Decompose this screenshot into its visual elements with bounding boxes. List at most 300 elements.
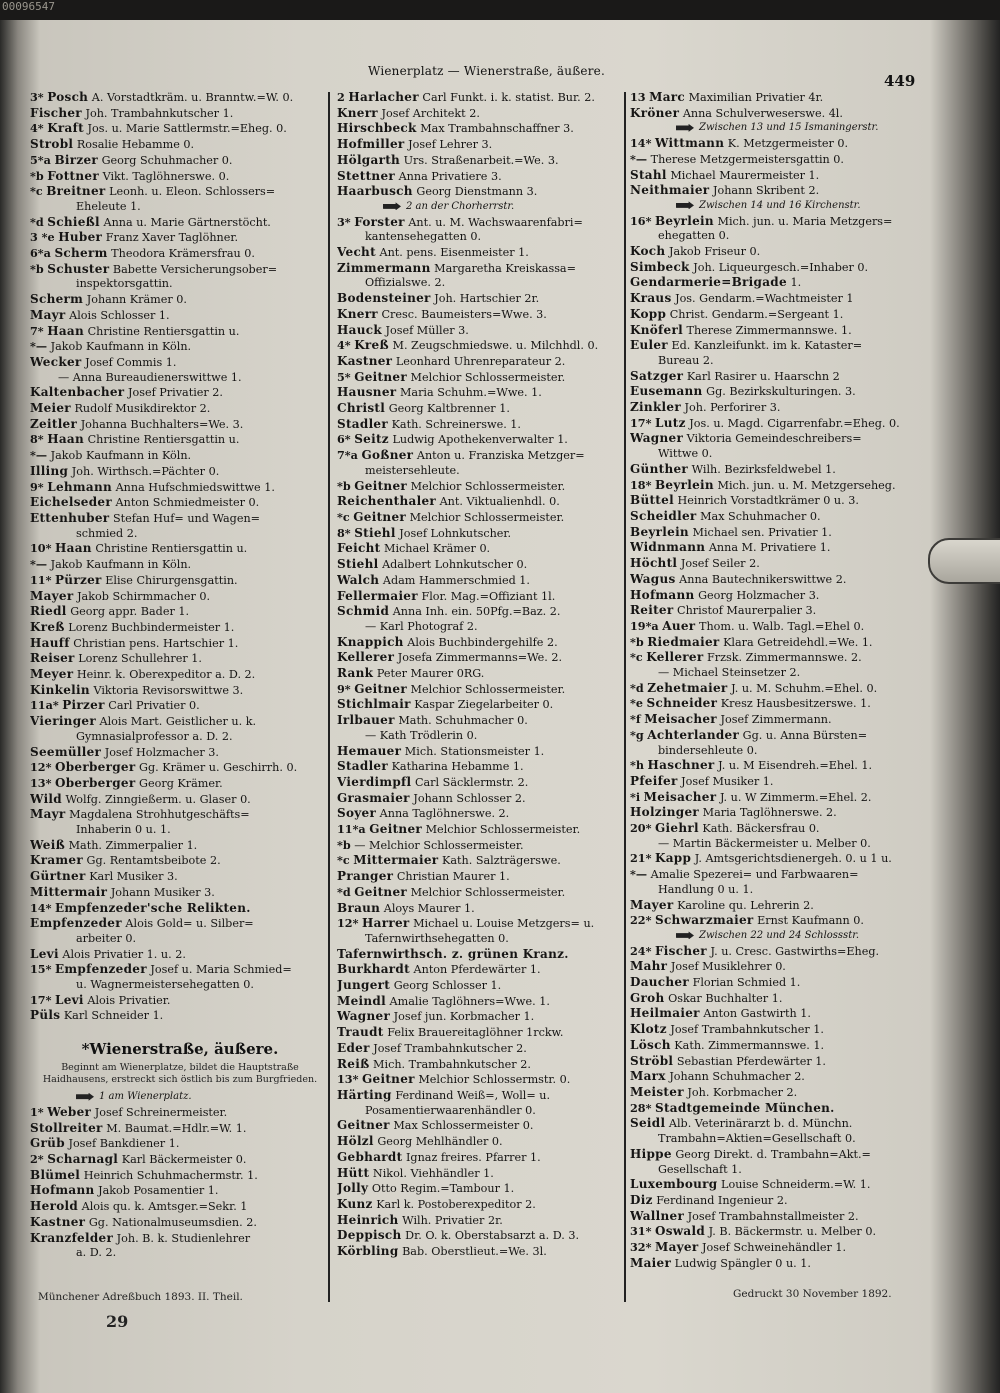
- house-number: 3*: [30, 90, 44, 104]
- house-number: *f: [630, 712, 641, 727]
- directory-entry: [337, 1181, 625, 1197]
- resident-details: Jos. Gendarm.=Wachtmeister 1: [675, 292, 854, 306]
- resident-name: Hirschbeck: [337, 121, 417, 136]
- resident-name: Knerr: [337, 306, 378, 321]
- directory-entry: [630, 1069, 920, 1085]
- directory-entry: [30, 1199, 330, 1215]
- directory-entry: [30, 417, 330, 433]
- resident-details: J. u. W Zimmerm.=Ehel. 2.: [719, 790, 872, 804]
- resident-details: Josef Seiler 2.: [680, 557, 760, 571]
- resident-details: Ludwig Apothekenverwalter 1.: [392, 433, 568, 447]
- directory-entry: [337, 401, 625, 417]
- directory-entry: [337, 729, 625, 744]
- resident-name: Wallner: [630, 1208, 685, 1223]
- resident-name: Meisacher: [644, 712, 717, 727]
- resident-details: Johanna Buchhalters=We. 3.: [80, 417, 244, 431]
- directory-entry: [337, 947, 625, 963]
- resident-name: Auer: [662, 618, 696, 633]
- resident-details: Max Trambahnschaffner 3.: [420, 122, 574, 136]
- resident-name: Reiter: [630, 603, 674, 618]
- directory-entry: [30, 230, 330, 246]
- resident-details: bindersehleute 0.: [658, 743, 758, 757]
- directory-entry: [337, 916, 625, 932]
- resident-name: Wagner: [337, 1009, 391, 1024]
- house-number: 14*: [630, 136, 652, 151]
- directory-entry: [630, 307, 920, 323]
- resident-name: Grüb: [30, 1136, 65, 1151]
- directory-entry: [630, 168, 920, 184]
- resident-details: Anna Bautechnikerswittwe 2.: [679, 572, 847, 586]
- resident-details: Jakob Kaufmann in Köln.: [50, 558, 192, 572]
- resident-details: Kath. Schreinerswe. 1.: [391, 417, 521, 431]
- resident-details: Michael u. Louise Metzgers= u.: [413, 917, 595, 931]
- house-number: 24*: [630, 943, 652, 958]
- resident-details: Cresc. Baumeisters=Wwe. 3.: [381, 307, 547, 321]
- resident-details: Anna Schulverweserswe. 4l.: [682, 106, 843, 120]
- directory-entry: [30, 683, 330, 699]
- resident-name: Tafernwirthsch. z. grünen Kranz.: [337, 946, 569, 961]
- house-number: 13: [630, 90, 646, 104]
- resident-name: Levi: [30, 946, 59, 961]
- resident-name: Widnmann: [630, 540, 706, 555]
- house-number: *c: [337, 853, 350, 868]
- directory-entry: [337, 869, 625, 885]
- directory-entry: [630, 959, 920, 975]
- directory-entry: [30, 339, 330, 355]
- directory-entry: [30, 1121, 330, 1137]
- resident-details: Vikt. Taglöhnerswe. 0.: [102, 169, 230, 183]
- directory-entry: [337, 370, 625, 386]
- resident-name: Haschner: [647, 758, 715, 773]
- resident-name: Knappich: [337, 634, 404, 649]
- resident-name: Schuster: [47, 261, 110, 276]
- directory-entry: [630, 913, 920, 929]
- resident-details: Christine Rentiersgattin u.: [95, 542, 248, 556]
- resident-details: Carl Funkt. i. k. statist. Bur. 2.: [422, 91, 595, 104]
- resident-details: Ernst Kaufmann 0.: [757, 914, 864, 928]
- resident-details: Josef Musiklehrer 0.: [670, 960, 786, 974]
- resident-name: Wittmann: [654, 136, 725, 151]
- resident-name: Grasmaier: [337, 790, 410, 805]
- resident-details: Karoline qu. Lehrerin 2.: [677, 898, 814, 912]
- directory-entry: [337, 713, 625, 729]
- directory-entry: [630, 867, 920, 883]
- page-number: 449: [884, 72, 916, 90]
- resident-name: Scharnagl: [47, 1152, 119, 1166]
- resident-details: Christof Maurerpalier 3.: [677, 604, 817, 618]
- resident-name: Stadler: [337, 759, 388, 774]
- directory-entry: [630, 1193, 920, 1209]
- resident-details: Bureau 2.: [658, 353, 714, 367]
- directory-entry: [337, 510, 625, 526]
- house-number: 31*: [630, 1224, 652, 1239]
- directory-entry: [30, 448, 330, 464]
- section-title: *Wienerstraße, äußere.: [81, 1040, 279, 1059]
- resident-name: Kastner: [30, 1214, 86, 1229]
- resident-details: Johann Skribent 2.: [712, 184, 820, 198]
- resident-details: Jakob Kaufmann in Köln.: [50, 340, 192, 354]
- directory-entry: [630, 214, 920, 230]
- resident-details: Mich. Stationsmeister 1.: [404, 744, 545, 758]
- resident-name: Geitner: [354, 681, 407, 696]
- house-number: 11*: [30, 572, 52, 587]
- resident-name: Scherm: [54, 246, 108, 261]
- directory-entry: [630, 1022, 920, 1038]
- directory-entry: [630, 744, 920, 759]
- resident-details: Josefa Zimmermanns=We. 2.: [397, 651, 563, 665]
- pointing-hand-icon: [76, 1093, 94, 1101]
- location-note: [337, 200, 625, 215]
- resident-details: Alois Gold= u. Silber=: [125, 917, 254, 931]
- directory-entry: [337, 635, 625, 651]
- resident-name: Harlacher: [348, 90, 419, 104]
- resident-name: Mayer: [30, 588, 74, 603]
- resident-details: Karl Schneider 1.: [63, 1009, 164, 1023]
- resident-details: Zwischen 14 und 16 Kirchenstr.: [699, 199, 861, 211]
- resident-details: meistersehleute.: [365, 463, 460, 477]
- resident-name: Kröner: [630, 105, 680, 120]
- directory-entry: [630, 338, 920, 354]
- resident-details: Gymnasialprofessor a. D. 2.: [76, 729, 233, 743]
- resident-name: Bodensteiner: [337, 291, 431, 306]
- directory-entry: [630, 1054, 920, 1070]
- resident-details: Adam Hammerschmied 1.: [382, 573, 530, 587]
- resident-details: Johann Krämer 0.: [86, 293, 187, 307]
- resident-details: — Kath Trödlerin 0.: [365, 728, 478, 742]
- resident-details: Josef Trambahnkutscher 1.: [670, 1023, 824, 1037]
- directory-entry: [30, 947, 330, 963]
- house-number: *h: [630, 758, 644, 773]
- resident-name: Wagus: [630, 571, 676, 586]
- directory-entry: [337, 620, 625, 635]
- resident-details: Ignaz freires. Pfarrer 1.: [406, 1150, 541, 1164]
- resident-name: Riedmaier: [647, 634, 720, 649]
- house-number: 19*a: [630, 618, 659, 633]
- entry-list: [630, 90, 920, 1271]
- resident-details: Alois Privatier.: [87, 993, 171, 1007]
- resident-name: Kellerer: [337, 650, 395, 665]
- house-number: *—: [630, 867, 648, 882]
- directory-entry: [337, 1150, 625, 1166]
- directory-entry: [337, 1118, 625, 1134]
- resident-details: Wolfg. Zinngießerm. u. Glaser 0.: [65, 792, 251, 806]
- resident-name: Kreß: [354, 338, 389, 353]
- resident-name: Hofmann: [630, 587, 695, 602]
- directory-entry: [337, 1213, 625, 1229]
- resident-details: — Martin Bäckermeister u. Melber 0.: [658, 836, 871, 850]
- resident-details: Math. Zimmerpalier 1.: [68, 838, 198, 852]
- resident-name: Kellerer: [646, 650, 704, 665]
- directory-entry: [30, 90, 330, 106]
- resident-name: Stettner: [337, 168, 396, 183]
- resident-name: Walch: [337, 572, 380, 587]
- resident-details: Therese Metzgermeistersgattin 0.: [650, 152, 844, 166]
- directory-entry: [337, 541, 625, 557]
- resident-name: Beyrlein: [654, 213, 714, 228]
- resident-details: Joh. Wirthsch.=Pächter 0.: [71, 464, 220, 478]
- directory-entry: [630, 509, 920, 525]
- resident-name: Vierdimpfl: [337, 774, 412, 789]
- directory-entry: [630, 369, 920, 385]
- house-number: *b: [30, 261, 44, 276]
- directory-entry: [337, 1197, 625, 1213]
- directory-entry: [630, 540, 920, 556]
- directory-entry: [30, 385, 330, 401]
- resident-details: Max Schlossermeister 0.: [393, 1119, 534, 1133]
- directory-entry: [630, 1209, 920, 1225]
- directory-entry: [630, 944, 920, 960]
- directory-entry: [337, 791, 625, 807]
- resident-details: Anna Inh. ein. 50Pfg.=Baz. 2.: [392, 605, 561, 619]
- resident-details: Karl k. Postoberexpeditor 2.: [376, 1197, 536, 1211]
- resident-name: Hölzl: [337, 1134, 374, 1149]
- resident-details: Peter Maurer 0RG.: [376, 667, 485, 681]
- resident-details: Georg Krämer.: [139, 776, 223, 790]
- resident-name: Marx: [630, 1069, 666, 1084]
- resident-name: Mayer: [630, 897, 674, 912]
- resident-details: Jakob Posamentier 1.: [98, 1184, 219, 1198]
- resident-details: Karl Bäckermeister 0.: [121, 1153, 247, 1166]
- directory-entry: [30, 184, 330, 200]
- resident-details: Gg. Bezirkskulturingen. 3.: [706, 385, 856, 399]
- resident-details: Adalbert Lohnkutscher 0.: [382, 558, 528, 572]
- resident-name: Pranger: [337, 869, 394, 884]
- resident-name: Irlbauer: [337, 713, 395, 728]
- resident-details: — Michael Steinsetzer 2.: [658, 666, 801, 680]
- resident-details: a. D. 2.: [76, 1246, 117, 1260]
- house-number: 16*: [630, 213, 652, 228]
- directory-entry: [337, 1104, 625, 1119]
- directory-entry: [30, 432, 330, 448]
- house-number: 3 *e: [30, 230, 55, 245]
- resident-details: Wilh. Bezirksfeldwebel 1.: [691, 462, 836, 476]
- resident-details: Urs. Straßenarbeit.=We. 3.: [403, 153, 559, 167]
- resident-name: Zehetmaier: [647, 680, 728, 695]
- resident-name: Haan: [47, 323, 85, 338]
- directory-entry: [337, 838, 625, 854]
- resident-details: A. Vorstadtkräm. u. Branntw.=W. 0.: [91, 91, 294, 104]
- resident-name: Herold: [30, 1199, 79, 1214]
- directory-entry: [30, 106, 330, 122]
- directory-entry: [337, 1228, 625, 1244]
- resident-details: Gg. u. Anna Bürsten=: [742, 728, 868, 742]
- pointing-hand-icon: [676, 931, 694, 939]
- resident-name: Mayr: [30, 807, 66, 822]
- resident-name: Geitner: [337, 1118, 390, 1133]
- entry-list: [30, 90, 330, 1024]
- house-number: *d: [337, 884, 351, 899]
- resident-details: Thom. u. Walb. Tagl.=Ehel 0.: [699, 619, 865, 633]
- resident-details: Georg Mehlhändler 0.: [377, 1135, 503, 1149]
- directory-entry: [30, 215, 330, 231]
- resident-details: Kaspar Ziegelarbeiter 0.: [414, 698, 554, 712]
- footer-imprint: Münchener Adreßbuch 1893. II. Theil.: [38, 1291, 243, 1303]
- resident-name: Wecker: [30, 354, 82, 369]
- resident-name: Scheidler: [630, 508, 697, 523]
- resident-name: Weber: [47, 1104, 92, 1119]
- house-number: 8*: [337, 525, 351, 540]
- resident-details: Ant. pens. Eisenmeister 1.: [379, 246, 529, 260]
- resident-details: Josef Holzmacher 3.: [104, 745, 219, 759]
- resident-name: Koch: [630, 244, 666, 259]
- directory-entry: [630, 1101, 920, 1117]
- resident-name: Hemauer: [337, 743, 402, 758]
- resident-name: Zimmermann: [337, 260, 431, 275]
- directory-entry: [30, 853, 330, 869]
- house-number: 22*: [630, 913, 652, 928]
- resident-details: Eheleute 1.: [76, 199, 141, 213]
- resident-details: Johann Schuhmacher 2.: [669, 1070, 805, 1084]
- directory-entry: [630, 323, 920, 339]
- resident-details: Rosalie Hebamme 0.: [76, 138, 195, 152]
- resident-name: Groh: [630, 990, 665, 1005]
- resident-details: — Karl Photograf 2.: [365, 619, 478, 633]
- directory-entry: [337, 526, 625, 542]
- resident-details: Alois Buchbindergehilfe 2.: [407, 635, 558, 649]
- resident-details: Joh. Perforirer 3.: [684, 401, 781, 415]
- directory-entry: [337, 338, 625, 354]
- resident-name: Günther: [630, 461, 689, 476]
- house-number: *c: [630, 650, 643, 665]
- directory-entry: [630, 603, 920, 619]
- directory-entry: [30, 932, 330, 947]
- pointing-hand-icon: [676, 201, 694, 209]
- resident-name: Kraus: [630, 291, 672, 306]
- resident-name: Satzger: [630, 368, 684, 383]
- resident-name: Scherm: [30, 292, 84, 307]
- directory-entry: [30, 464, 330, 480]
- resident-name: Hofmann: [30, 1183, 95, 1198]
- directory-entry: [630, 384, 920, 400]
- directory-entry: [337, 806, 625, 822]
- resident-name: Blümel: [30, 1167, 81, 1182]
- directory-entry: [337, 994, 625, 1010]
- running-header: Wienerplatz — Wienerstraße, äußere.: [368, 64, 605, 78]
- directory-entry: [630, 1132, 920, 1147]
- directory-entry: [30, 1136, 330, 1152]
- resident-details: Trambahn=Aktien=Gesellschaft 0.: [658, 1132, 856, 1146]
- resident-details: Franz Xaver Taglöhner.: [105, 231, 239, 245]
- house-number: *c: [30, 184, 43, 199]
- resident-details: Felix Brauereitaglöhner 1rckw.: [387, 1026, 564, 1040]
- directory-entry: [30, 667, 330, 683]
- directory-entry: [337, 184, 625, 200]
- resident-details: Ed. Kanzleifunkt. im k. Kataster=: [671, 339, 863, 353]
- resident-details: Georg Schuhmacher 0.: [101, 153, 233, 167]
- resident-name: Weiß: [30, 837, 66, 852]
- resident-details: Sebastian Pferdewärter 1.: [676, 1054, 826, 1068]
- resident-name: Daucher: [630, 975, 689, 990]
- resident-details: Bab. Oberstlieut.=We. 3l.: [402, 1245, 547, 1259]
- directory-entry: [30, 792, 330, 808]
- resident-details: inspektorsgattin.: [76, 277, 173, 291]
- directory-entry: [337, 666, 625, 682]
- resident-details: Mich. Trambahnkutscher 2.: [373, 1057, 531, 1071]
- resident-name: Reiser: [30, 651, 75, 666]
- directory-entry: [630, 462, 920, 478]
- directory-entry: [630, 244, 920, 260]
- resident-name: Heilmaier: [630, 1006, 700, 1021]
- resident-name: Illing: [30, 463, 69, 478]
- resident-details: Ant. u. M. Wachswaarenfabri=: [408, 215, 583, 229]
- directory-entry: [30, 636, 330, 652]
- column-left: [30, 90, 330, 1261]
- directory-entry: [30, 371, 330, 386]
- house-number: *—: [630, 151, 648, 166]
- house-number: *i: [630, 789, 641, 804]
- directory-entry: [630, 260, 920, 276]
- house-number: 17*: [30, 992, 52, 1007]
- resident-details: Ferdinand Ingenieur 2.: [656, 1193, 788, 1207]
- resident-name: Mahr: [630, 959, 668, 974]
- house-number: 6*: [337, 432, 351, 447]
- resident-name: Knerr: [337, 105, 378, 120]
- resident-details: M. Zeugschmiedswe. u. Milchhdl. 0.: [392, 339, 599, 353]
- directory-entry: [337, 354, 625, 370]
- directory-entry: [30, 869, 330, 885]
- directory-entry: [30, 1152, 330, 1168]
- directory-entry: [30, 651, 330, 667]
- house-number: 4*: [337, 338, 351, 353]
- section-description: Beginnt am Wienerplatze, bildet die Hauptstraße Haidhausens, erstreckt sich östlich bis zum Burgfrieden.: [42, 1062, 318, 1086]
- resident-details: Aloys Maurer 1.: [383, 901, 475, 915]
- resident-name: Püls: [30, 1008, 61, 1023]
- resident-details: Handlung 0 u. 1.: [658, 882, 754, 896]
- resident-name: Schmid: [337, 604, 390, 619]
- directory-entry: [630, 493, 920, 509]
- house-number: *—: [30, 339, 48, 354]
- resident-details: Josef jun. Korbmacher 1.: [393, 1010, 535, 1024]
- house-number: 14*: [30, 900, 52, 915]
- directory-entry: [337, 291, 625, 307]
- directory-entry: [30, 1168, 330, 1184]
- directory-entry: [630, 805, 920, 821]
- resident-name: Hölgarth: [337, 152, 401, 167]
- resident-name: Seemüller: [30, 744, 102, 759]
- resident-details: Magdalena Strohhutgeschäfts=: [69, 808, 250, 822]
- resident-details: Karl Rasirer u. Haarschn 2: [686, 369, 840, 383]
- resident-details: Josef Commis 1.: [85, 355, 177, 369]
- directory-entry: [630, 416, 920, 432]
- directory-entry: [630, 851, 920, 867]
- resident-name: Wagner: [630, 431, 684, 446]
- binder-clip: [928, 538, 1000, 584]
- resident-name: Vecht: [337, 245, 376, 260]
- directory-entry: [30, 324, 330, 340]
- resident-name: Stiehl: [354, 525, 396, 540]
- scan-border: [0, 0, 1000, 20]
- resident-name: Haan: [47, 432, 85, 447]
- resident-details: Kath. Bäckersfrau 0.: [702, 822, 820, 836]
- resident-name: Luxembourg: [630, 1177, 718, 1192]
- footer-print-date: Gedruckt 30 November 1892.: [733, 1288, 892, 1300]
- resident-details: Alois qu. k. Amtsger.=Sekr. 1: [81, 1200, 248, 1214]
- directory-entry: [630, 1147, 920, 1163]
- directory-entry: [30, 823, 330, 838]
- resident-details: Josef Zimmermann.: [720, 713, 832, 727]
- directory-entry: [337, 276, 625, 291]
- directory-entry: [30, 776, 330, 792]
- resident-details: Melchior Schlossermeister.: [410, 682, 566, 696]
- directory-entry: [30, 557, 330, 573]
- house-number: 12*: [337, 916, 359, 931]
- resident-name: Geitner: [354, 884, 408, 899]
- directory-entry: [630, 90, 920, 106]
- resident-name: Empfenzeder'sche Relikten.: [54, 900, 251, 915]
- resident-name: Birzer: [54, 152, 99, 167]
- directory-entry: [337, 230, 625, 245]
- resident-details: Michael Krämer 0.: [384, 542, 491, 556]
